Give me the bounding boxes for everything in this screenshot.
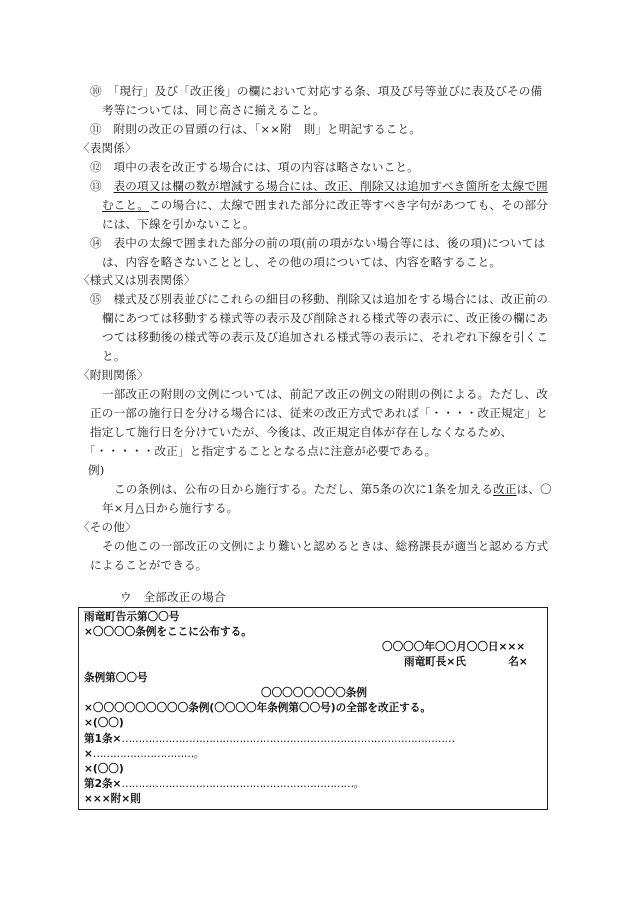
item-10-line-1: ⑩ 「現行」及び「改正後」の欄において対応する条、項及び号等並びに表及びその備 xyxy=(90,84,543,98)
item-13-underlined-end: むこと。 xyxy=(102,198,149,212)
section-heading-supplementary: 〈附則関係〉 xyxy=(78,368,149,382)
item-13-line-1 xyxy=(90,178,548,195)
article-2-label: 第2条× xyxy=(84,778,122,790)
article-1-dots: ……………………………………………………………………………………… xyxy=(121,733,455,745)
supplementary-para-line-3: 指定して施行日を分けていたが、今後は、改正規定自体が存在しなくなるため、 xyxy=(90,425,513,439)
subsection-title-full-amendment: ウ 全部改正の場合 xyxy=(120,590,226,604)
item-15-line-3: つては移動後の様式等の表示及び追加される様式等の表示に、それぞれ下線を引くこ xyxy=(102,330,549,344)
supplementary-provisions-heading: ×××附×則 xyxy=(84,793,141,805)
promulgation-statement: ×〇〇〇〇条例をここに公布する。 xyxy=(84,626,252,638)
example-label: 例) xyxy=(88,463,105,477)
item-15-line-1: ⑮ 様式及び別表並びにこれらの細目の移動、削除又は追加をする場合には、改正前の xyxy=(90,292,549,306)
mayor-signature: 雨竜町長×氏 名× xyxy=(404,656,528,668)
article-2-caption: ×(〇〇) xyxy=(84,763,124,775)
item-14-line-2: は、内容を略さないこととし、その他の項については、内容を略すること。 xyxy=(102,255,502,269)
item-12: ⑫ 項中の表を改正する場合には、項の内容は略さないこと。 xyxy=(90,160,419,174)
item-15-line-4: と。 xyxy=(102,349,126,363)
article-1-continued-mark: × xyxy=(84,748,93,760)
supplementary-para-line-2: 正の一部の施行日を分ける場合には、従来の改正方式であれば「・・・・改正規定」と xyxy=(90,406,549,420)
promulgation-date: 〇〇〇〇年〇〇月〇〇日××× xyxy=(382,641,526,653)
item-15-line-2: 欄にあつては移動する様式等の表示及び削除される様式等の表示に、改正後の欄にあ xyxy=(102,311,549,325)
supplementary-para-line-1: 一部改正の附則の文例については、前記ア改正の例文の附則の例による。ただし、改 xyxy=(102,387,549,401)
notice-number: 雨竜町告示第〇〇号 xyxy=(84,611,180,623)
other-para-line-2: によることができる。 xyxy=(90,558,208,572)
example-underlined-word: 改正 xyxy=(493,482,517,496)
item-13-line-3: には、下線を引かないこと。 xyxy=(102,217,255,231)
article-2 xyxy=(84,777,364,792)
example-line-2: 年×月△日から施行する。 xyxy=(102,501,239,515)
section-heading-form: 〈様式又は別表関係〉 xyxy=(78,273,196,287)
item-11: ⑪ 附則の改正の冒頭の行は、「××附 則」と明記すること。 xyxy=(90,122,422,136)
article-2-dots: ……………………………………………………………。 xyxy=(121,778,364,790)
section-heading-other: 〈その他〉 xyxy=(78,520,137,534)
example-text-tail: は、〇 xyxy=(516,482,552,496)
article-1-caption: ×(〇〇) xyxy=(84,717,124,729)
supplementary-para-line-4: 「・・・・・改正」と指定することとなる点に注意が必要である。 xyxy=(84,444,437,458)
example-text: この条例は、公布の日から施行する。ただし、第5条の次に1条を加える xyxy=(114,482,494,496)
full-amendment-example-box xyxy=(78,607,548,810)
item-13-line-2 xyxy=(102,197,548,214)
article-1-continued xyxy=(84,747,204,762)
article-1-continued-dots: …………………………。 xyxy=(92,748,204,760)
other-para-line-1: その他この一部改正の文例により難いと認めるときは、総務課長が適当と認める方式 xyxy=(102,539,549,553)
full-amendment-statement: ×〇〇〇〇〇〇〇〇〇条例(〇〇〇〇年条例第〇〇号)の全部を改正する。 xyxy=(84,702,431,714)
item-13-number: ⑬ xyxy=(90,179,114,193)
article-1 xyxy=(84,732,455,747)
item-13-underlined-text: 表の項又は欄の数が増減する場合には、改正、削除又は追加すべき箇所を太線で囲 xyxy=(113,179,548,193)
section-heading-table: 〈表関係〉 xyxy=(78,141,137,155)
item-13-line-2-text: この場合に、太線で囲まれた部分に改正等すべき字句があつても、その部分 xyxy=(148,198,549,212)
article-1-label: 第1条× xyxy=(84,733,122,745)
example-line-1 xyxy=(114,481,552,498)
item-14-line-1: ⑭ 表中の太線で囲まれた部分の前の項(前の項がない場合等には、後の項)については xyxy=(90,236,546,250)
item-10-line-2: 考等については、同じ高さに揃えること。 xyxy=(102,103,325,117)
ordinance-number: 条例第〇〇号 xyxy=(84,672,148,684)
ordinance-title: 〇〇〇〇〇〇〇〇条例 xyxy=(261,687,367,699)
